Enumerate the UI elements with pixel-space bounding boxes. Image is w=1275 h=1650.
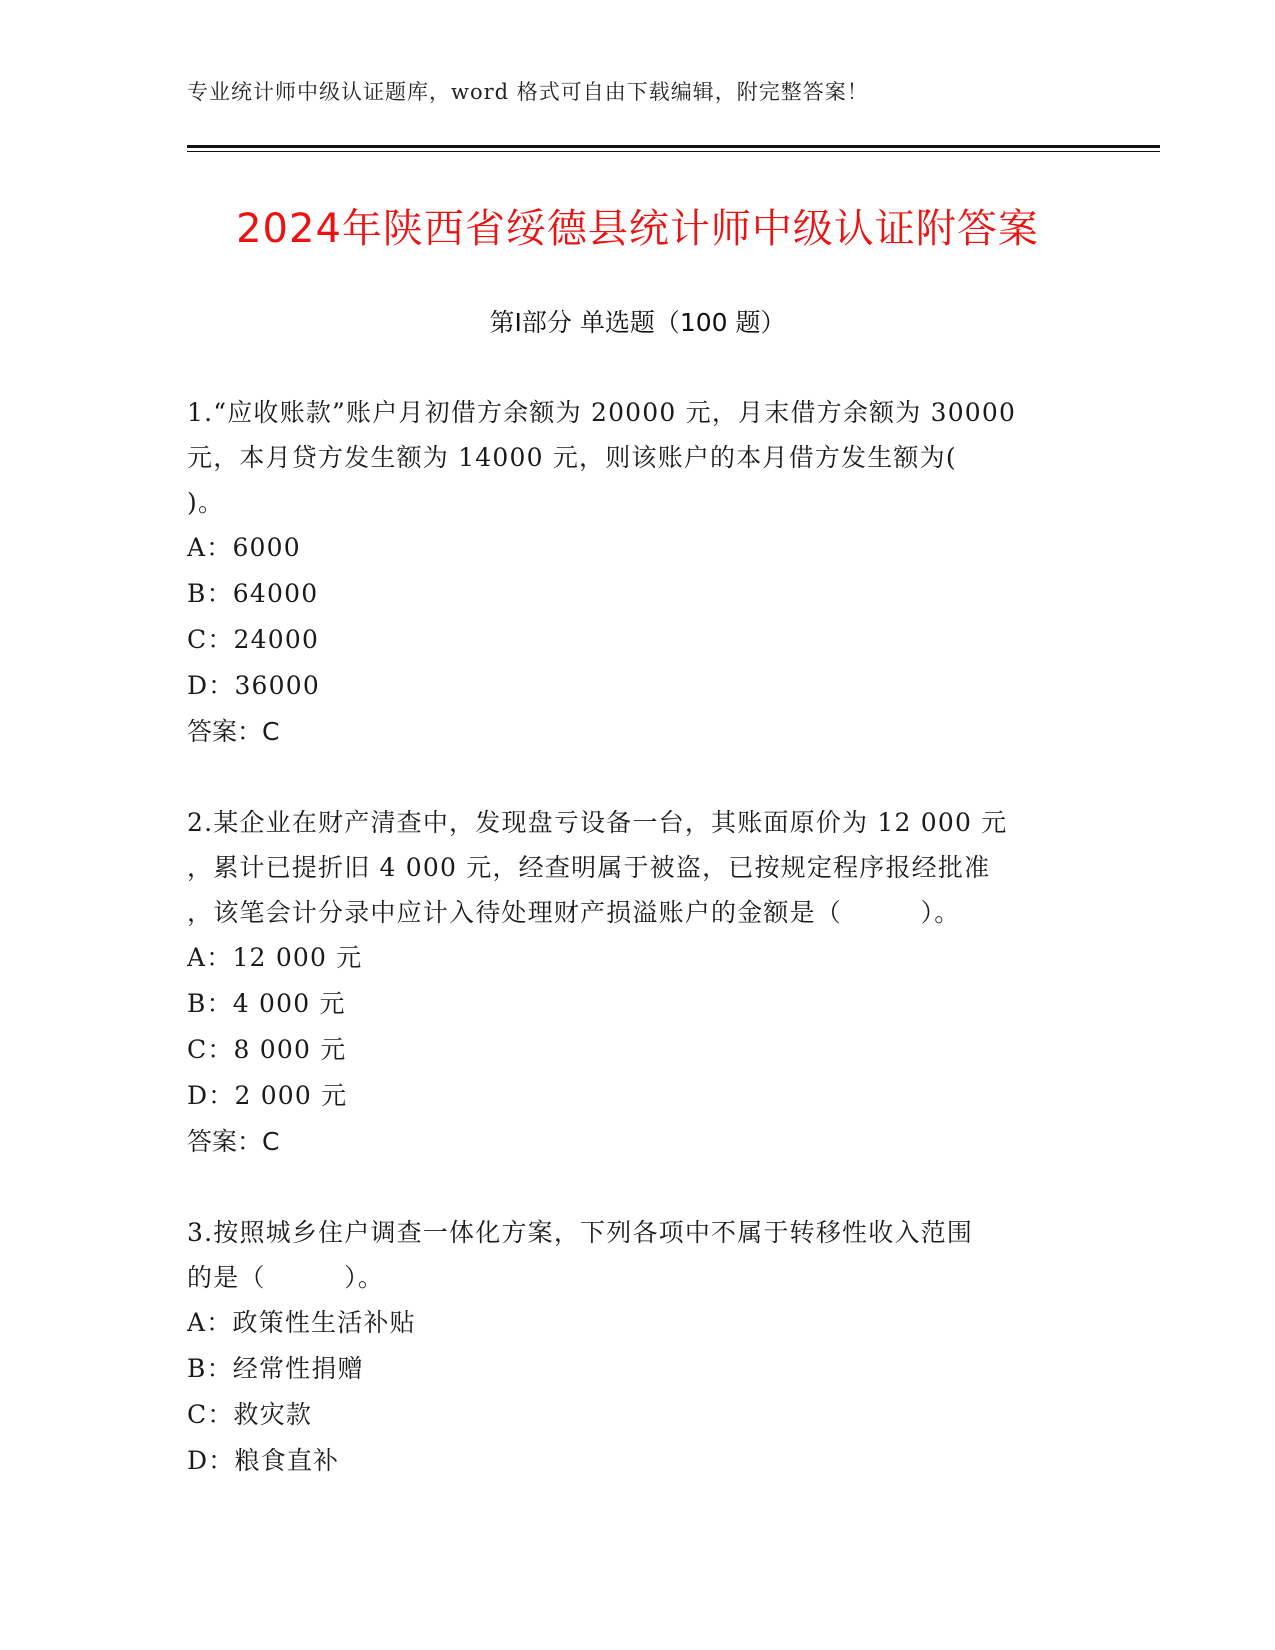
option-d: D：粮食直补 — [187, 1446, 340, 1475]
question-text-line: ，该笔会计分录中应计入待处理财产损溢账户的金额是（ ）。 — [187, 898, 961, 927]
option-a: A：12 000 元 — [187, 943, 363, 972]
answer: 答案：C — [187, 717, 280, 746]
header-note: 专业统计师中级认证题库，word 格式可自由下载编辑，附完整答案！ — [187, 80, 869, 104]
option-c: C：8 000 元 — [187, 1035, 347, 1064]
question-2 — [187, 800, 1087, 1165]
question-text-line: 元，本月贷方发生额为 14000 元，则该账户的本月借方发生额为( — [187, 443, 957, 472]
question-text-line: 1.“应收账款”账户月初借方余额为 20000 元，月末借方余额为 30000 — [187, 398, 1017, 427]
option-b: B：4 000 元 — [187, 989, 346, 1018]
document-title: 2024年陕西省绥德县统计师中级认证附答案 — [236, 206, 1039, 252]
question-text-line: 2.某企业在财产清查中，发现盘亏设备一台，其账面原价为 12 000 元 — [187, 808, 1008, 837]
question-3 — [187, 1210, 1087, 1484]
question-text-line: )。 — [187, 488, 225, 517]
question-text-line: 的是（ ）。 — [187, 1263, 385, 1292]
option-c: C：救灾款 — [187, 1400, 313, 1429]
header-rule-thick — [187, 145, 1160, 148]
section-title: 第Ⅰ部分 单选题（100 题） — [489, 308, 786, 337]
option-c: C：24000 — [187, 625, 320, 654]
question-1 — [187, 390, 1087, 755]
option-b: B：64000 — [187, 579, 319, 608]
question-text-line: 3.按照城乡住户调查一体化方案，下列各项中不属于转移性收入范围 — [187, 1218, 974, 1247]
question-text-line: ，累计已提折旧 4 000 元，经查明属于被盗，已按规定程序报经批准 — [187, 853, 991, 882]
option-d: D：36000 — [187, 671, 320, 700]
header-rule-thin — [187, 151, 1160, 152]
option-d: D：2 000 元 — [187, 1081, 348, 1110]
option-b: B：经常性捐赠 — [187, 1354, 364, 1383]
option-a: A：6000 — [187, 533, 301, 562]
option-a: A：政策性生活补贴 — [187, 1308, 416, 1337]
answer: 答案：C — [187, 1127, 280, 1156]
